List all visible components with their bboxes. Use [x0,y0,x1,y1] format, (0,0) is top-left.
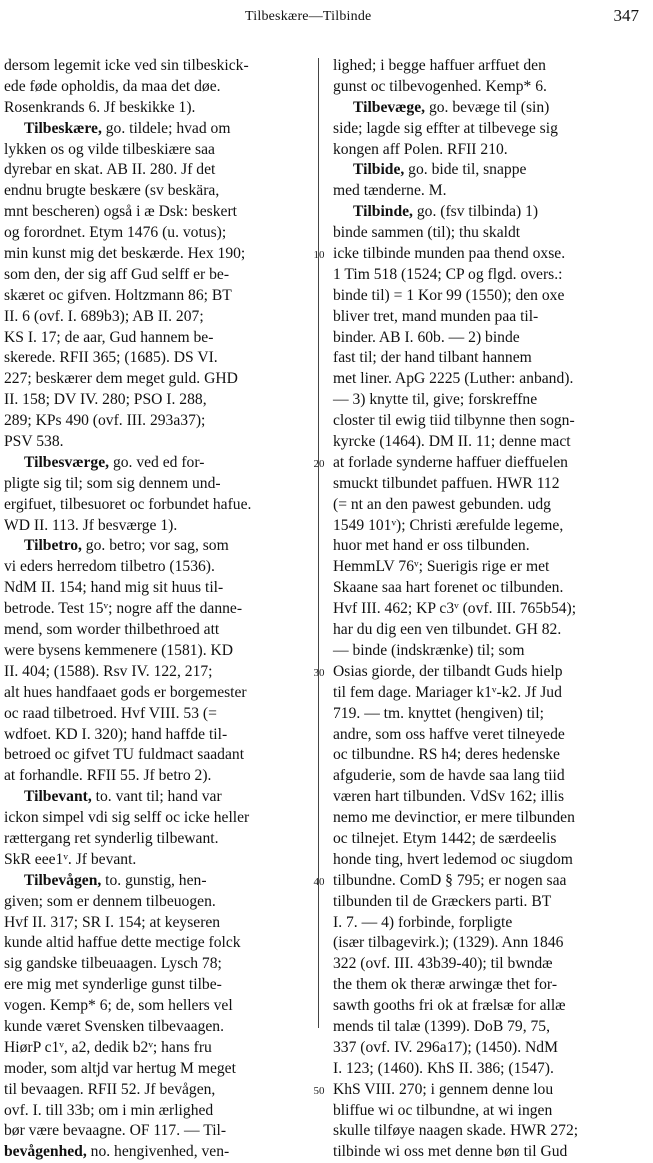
text-line [4,411,306,432]
text-line [4,704,306,725]
text-line [4,474,306,495]
text-line [4,557,306,578]
line-text: betroed oc gifvet TU fuldmact saadant [4,746,245,764]
line-text: binde til) = 1 Kor 99 (1550); den oxe [333,286,565,304]
text-line [4,578,306,599]
left-column [4,56,306,1161]
text-line [333,453,641,474]
text-line [4,620,306,641]
text-line [4,850,306,871]
text-line [333,411,641,432]
line-text: NdM II. 154; hand mig sit huus til- [4,579,224,597]
line-text: II. 158; DV IV. 280; PSO I. 288, [4,391,207,409]
text-line [4,662,306,683]
text-line [333,829,641,850]
text-line [333,954,641,975]
text-line [333,1017,641,1038]
line-text: go. bevæge til (sin) [425,98,550,116]
text-line [333,913,641,934]
headword: Tilbeskære, [24,119,102,137]
line-text: smuckt tilbundet paffuen. HWR 112 [333,474,560,492]
text-line [333,787,641,808]
text-line [4,223,306,244]
text-line [4,1080,306,1101]
line-text: vogen. Kemp* 6; de, som hellers vel [4,997,233,1015]
line-text: side; lagde sig effter at tilbevege sig [333,119,558,137]
text-line [333,933,641,954]
line-text: ovf. I. till 33b; om i min ærlighed [4,1101,214,1119]
line-text: II. 6 (ovf. I. 689b3); AB II. 207; [4,307,204,325]
text-line [4,119,306,140]
text-line [333,140,641,161]
text-line [4,516,306,537]
line-text: to. vant til; hand var [91,788,222,806]
line-text: bliffue wi oc tilbundne, at wi ingen [333,1101,553,1119]
line-text: huor met hand er oss tilbunden. [333,537,530,555]
line-text: go. betro; vor sag, som [81,537,229,555]
text-line [333,766,641,787]
text-line [333,286,641,307]
line-text: to. gunstig, hen- [101,871,207,889]
text-line [4,181,306,202]
text-line [333,745,641,766]
text-line [4,1142,306,1163]
line-text: go. tildele; hvad om [101,119,231,137]
line-text: go. ved ed for- [109,453,205,471]
line-text: ickon simpel vdi sig selff oc icke heller [4,809,250,827]
line-text: dyrebar en skat. AB II. 280. Jf det [4,161,216,179]
text-line [4,56,306,77]
line-text: fast til; der hand tilbant hannem [333,349,532,367]
right-column [333,56,641,1161]
text-line [333,1038,641,1059]
line-text: og forordnet. Etym 1476 (u. votus); [4,224,227,242]
line-text: 1549 101ᵛ); Christi ærefulde legeme, [333,516,564,534]
line-text: tilbunden til de Græckers parti. BT [333,892,552,910]
text-line [333,1059,641,1080]
text-line [4,871,306,892]
line-text: go. (fsv tilbinda) 1) [412,203,539,221]
line-text: 719. — tm. knyttet (hengiven) til; [333,704,544,722]
line-text: til bevaagen. RFII 52. Jf bevågen, [4,1080,216,1098]
line-text: KhS VIII. 270; i gennem denne lou [333,1080,554,1098]
text-line [333,265,641,286]
line-text: dersom legemit icke ved sin tilbeskick- [4,57,249,74]
line-text: tilbinde wi oss met denne bøn til Gud [333,1143,568,1161]
line-text: med tænderne. M. [333,182,447,200]
text-line [333,662,641,683]
line-text: ede føde opholdis, da maa det døe. [4,77,221,95]
text-line [333,181,641,202]
line-text: 337 (ovf. IV. 296a17); (1450). NdM [333,1038,558,1056]
line-text: mnt bescheren) også i æ Dsk: beskert [4,203,237,221]
line-text: kongen aff Polen. RFII 210. [333,140,508,158]
line-text: sig gandske tilbeuaagen. Lysch 78; [4,955,222,973]
line-text: at forlade synderne haffuer dieffuelen [333,453,568,471]
text-line [333,850,641,871]
text-line [333,119,641,140]
line-number: 50 [313,1085,325,1098]
text-line [4,787,306,808]
line-number: 30 [313,667,325,680]
line-text: Hvf III. 462; KP c3ᵛ (ovf. III. 765b54); [333,600,577,618]
text-line [333,725,641,746]
text-line [4,996,306,1017]
text-line [4,536,306,557]
line-text: binde sammen (til); thu skaldt [333,224,521,242]
line-text: (især tilbagevirk.); (1329). Ann 1846 [333,934,564,952]
line-text: 322 (ovf. III. 43b39-40); til bwndæ [333,955,553,973]
text-line [4,328,306,349]
text-line [4,829,306,850]
line-text: binder. AB I. 60b. — 2) binde [333,328,520,346]
text-line [4,369,306,390]
text-line [333,641,641,662]
line-text: til fem dage. Mariager k1ᵛ-k2. Jf Jud [333,683,562,701]
line-number: 10 [313,249,325,262]
line-text: HiørP c1ᵛ, a2, dedik b2ᵛ; hans fru [4,1038,212,1056]
text-line [333,432,641,453]
text-line [4,390,306,411]
line-text: closter til ewig tiid tilbynne then sogn- [333,412,575,430]
line-text: go. bide til, snappe [404,161,527,179]
text-line [333,683,641,704]
text-line [333,620,641,641]
text-line [333,495,641,516]
line-text: ere mig met synderlige gunst tilbe- [4,976,222,994]
line-text: I. 7. — 4) forbinde, forpligte [333,913,513,931]
line-text: tilbundne. ComD § 795; er nogen saa [333,871,567,889]
line-text: kyrcke (1464). DM II. 11; denne mact [333,433,571,451]
text-line [4,808,306,829]
line-text: pligte sig til; som sig dennem und- [4,474,221,492]
line-text: oc tilnejet. Etym 1442; de særdeelis [333,829,557,847]
line-text: kunde været Svensken tilbevaagen. [4,1017,224,1035]
line-text: PSV 538. [4,433,64,451]
text-line [4,725,306,746]
line-text: Rosenkrands 6. Jf beskikke 1). [4,98,196,116]
text-line [333,1080,641,1101]
line-text: Osias giorde, der tilbandt Guds hielp [333,662,563,680]
headword: Tilbevant, [24,788,92,806]
line-text: 289; KPs 490 (ovf. III. 293a37); [4,412,206,430]
line-text: lykken os og vilde tilbeskiære saa [4,140,215,158]
text-line [4,432,306,453]
text-line [333,1121,641,1142]
line-text: mends til talæ (1399). DoB 79, 75, [333,1017,551,1035]
headword: Tilbetro, [24,537,82,555]
text-line [4,77,306,98]
headword: Tilbevæge, [353,98,426,116]
text-line [4,954,306,975]
line-text: I. 123; (1460). KhS II. 386; (1547). [333,1059,554,1077]
headword: bevågenhed, [4,1143,87,1161]
line-text: gunst oc tilbevogenhed. Kemp* 6. [333,77,547,95]
headword: Tilbinde, [353,203,413,221]
line-text: were bysens kemmenere (1581). KD [4,641,234,659]
line-text: — binde (indskrænke) til; som [333,641,525,659]
text-line [4,1059,306,1080]
text-line [333,578,641,599]
line-text: honde ting, hvert ledemod oc siugdom [333,850,573,868]
line-text: — 3) knytte til, give; forskreffne [333,391,538,409]
line-text: bør være bevaagne. OF 117. — Til- [4,1122,227,1140]
text-line [333,348,641,369]
line-text: vi eders herredom tilbetro (1536). [4,558,215,576]
text-line [4,140,306,161]
line-text: wdfoet. KD I. 320); hand haffde til- [4,725,228,743]
line-text: skæret oc gifven. Holtzmann 86; BT [4,286,232,304]
line-text: the them ok theræ arwingæ thet for- [333,976,558,994]
text-line [4,766,306,787]
line-text: moder, som altjd var hertug M meget [4,1059,236,1077]
text-line [4,98,306,119]
text-line [333,328,641,349]
text-line [4,913,306,934]
line-text: icke tilbinde munden paa thend oxse. [333,245,566,263]
text-line [4,1121,306,1142]
text-line [333,557,641,578]
text-line [4,1038,306,1059]
line-text: afguderie, som de havde saa lang tiid [333,767,565,785]
line-text: at forhandle. RFII 55. Jf betro 2). [4,767,212,785]
line-text: har du dig een ven tilbundet. GH 82. [333,621,562,639]
headword: Tilbide, [353,161,405,179]
line-text: oc tilbundne. RS h4; deres hedenske [333,746,560,764]
line-text: 1 Tim 518 (1524; CP og flgd. overs.: [333,265,563,283]
headword: Tilbevågen, [24,871,102,889]
line-text: rættergang ret synderlig tilbewant. [4,829,219,847]
page-header [0,6,653,30]
line-text: endnu brugte beskære (sv beskära, [4,182,220,200]
text-line [4,641,306,662]
line-number: 20 [313,458,325,471]
text-line [4,1017,306,1038]
text-line [333,56,641,77]
line-text: ergifuet, tilbesuoret oc forbundet hafue. [4,495,252,513]
text-line [333,223,641,244]
line-text: Hvf II. 317; SR I. 154; at keyseren [4,913,221,931]
line-text: SkR eee1ᵛ. Jf bevant. [4,850,137,868]
text-line [333,704,641,725]
line-text: væren hart tilbunden. VdSv 162; illis [333,788,565,806]
line-text: WD II. 113. Jf besværge 1). [4,516,178,534]
line-text: skerede. RFII 365; (1685). DS VI. [4,349,218,367]
text-line [333,808,641,829]
line-text: oc raad tilbetroed. Hvf VIII. 53 (= [4,704,217,722]
text-line [4,975,306,996]
line-text: som den, der sig aff Gud selff er be- [4,265,230,283]
text-line [4,348,306,369]
text-line [333,202,641,223]
text-line [4,307,306,328]
line-text: mend, som worder thilbethroed att [4,621,220,639]
text-line [333,996,641,1017]
line-text: no. hengivenhed, ven- [86,1143,230,1161]
text-line [333,474,641,495]
line-text: met liner. ApG 2225 (Luther: anband). [333,370,574,388]
line-text: kunde altid haffue dette mectige folck [4,934,241,952]
line-text: Skaane saa hart forenet oc tilbunden. [333,579,564,597]
line-text: alt hues handfaaet gods er borgemester [4,683,247,701]
text-line [4,160,306,181]
text-line [333,1101,641,1122]
line-text: sawth gooths fri ok at frælsæ for allæ [333,997,566,1015]
line-number: 40 [313,876,325,889]
text-line [4,202,306,223]
text-line [333,390,641,411]
text-line [333,536,641,557]
text-line [333,369,641,390]
line-text: min kunst mig det beskærde. Hex 190; [4,245,246,263]
text-line [4,265,306,286]
text-line [333,599,641,620]
text-line [4,683,306,704]
text-line [4,453,306,474]
line-text: (= nt an den pawest gebunden. udg [333,495,551,513]
text-line [4,286,306,307]
line-text: nemo me devinctior, er mere tilbunden [333,809,575,827]
line-text: given; som er dennem tilbeuogen. [4,892,216,910]
text-line [4,933,306,954]
line-text: 227; beskærer dem meget guld. GHD [4,370,238,388]
text-line [4,1101,306,1122]
text-line [4,495,306,516]
text-line [333,77,641,98]
text-line [333,1142,641,1163]
line-text: andre, som oss haffve veret tilneyede [333,725,565,743]
text-line [4,892,306,913]
line-text: KS I. 17; de aar, Gud hannem be- [4,328,214,346]
text-line [333,98,641,119]
line-text: II. 404; (1588). Rsv IV. 122, 217; [4,662,213,680]
text-line [333,892,641,913]
text-line [333,307,641,328]
line-text: lighed; i begge haffuer arffuet den [333,57,546,74]
line-text: HemmLV 76ᵛ; Suerigis rige er met [333,558,550,576]
text-line [333,160,641,181]
running-head: Tilbeskære—Tilbinde [245,9,372,24]
text-line [333,244,641,265]
text-line [4,244,306,265]
text-line [333,516,641,537]
headword: Tilbesværge, [24,453,110,471]
text-line [333,975,641,996]
text-line [333,871,641,892]
line-text: bliver tret, mand munden paa til- [333,307,539,325]
page-number: 347 [613,6,639,25]
text-line [4,745,306,766]
line-text: skulle tilføye naagen skade. HWR 272; [333,1122,579,1140]
text-line [4,599,306,620]
line-text: betrode. Test 15ᵛ; nogre aff the danne- [4,600,243,618]
